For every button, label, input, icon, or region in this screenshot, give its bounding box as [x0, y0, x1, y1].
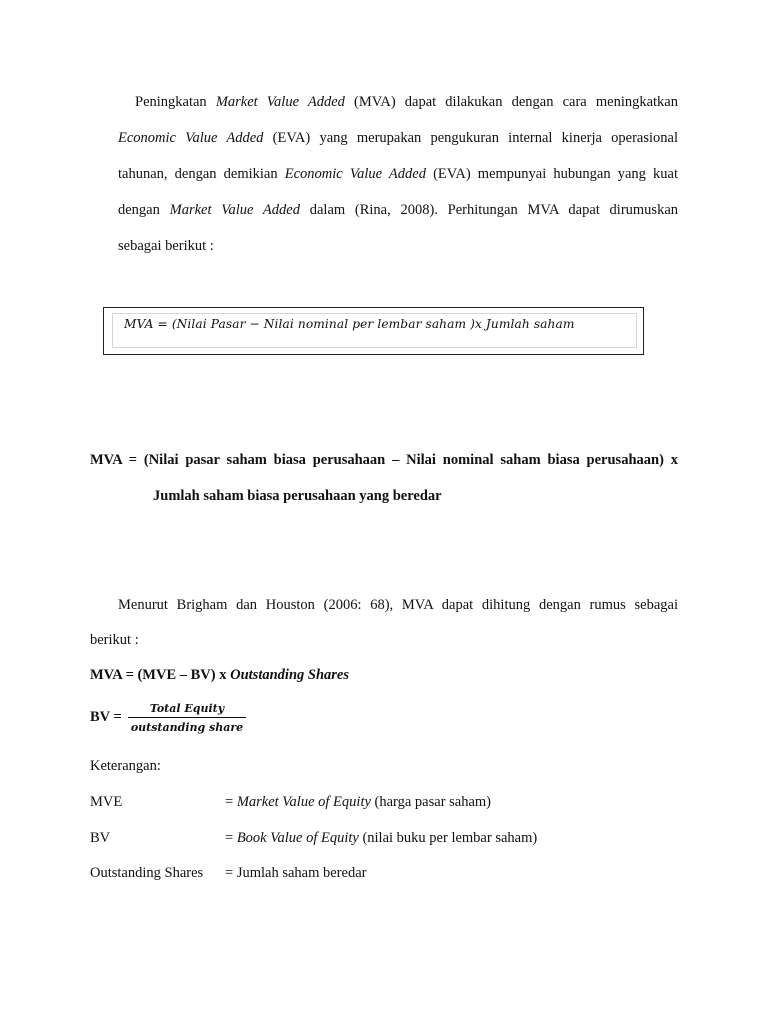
bv-denominator: outstanding share — [130, 721, 244, 734]
equals-sign: = — [225, 830, 237, 846]
formula-box — [103, 307, 644, 355]
paragraph2-line2: berikut : — [90, 632, 139, 648]
bold-formula-line1: MVA = (Nilai pasar saham biasa perusahaan – Nilai nominal saham biasa perusahaan) x — [90, 452, 678, 468]
bv-fraction — [128, 702, 246, 734]
text-run: (EVA) mempunyai hubungan yang kuat — [425, 166, 678, 182]
bv-label: BV = — [90, 709, 122, 725]
bv-numerator: Total Equity — [149, 702, 225, 715]
italic-term: Market Value Added — [169, 202, 300, 218]
text-run: (nilai buku per lembar saham) — [358, 830, 538, 846]
mva-formula-prefix: MVA = (MVE – BV) x — [90, 667, 231, 683]
paragraph1-line3 — [118, 167, 678, 182]
formula-text: MVA = (Nilai Pasar − Nilai nominal per lembar saham )x Jumlah saham — [124, 317, 575, 331]
italic-term: Economic Value Added — [118, 130, 264, 146]
equals-sign: = — [225, 865, 237, 881]
paragraph1-line1 — [135, 95, 678, 110]
text-run: tahunan, dengan demikian — [118, 166, 285, 182]
text-run: Peningkatan — [135, 94, 216, 110]
paragraph1-line5: sebagai berikut : — [118, 238, 214, 254]
definition-mve — [225, 795, 491, 810]
term-bv: BV — [90, 830, 111, 846]
paragraph1-line4 — [118, 203, 678, 218]
text-run: dalam (Rina, 2008). Perhitungan MVA dapat dirumuskan — [299, 202, 679, 218]
text-run: (harga pasar saham) — [370, 794, 492, 810]
mva-formula — [90, 668, 349, 683]
bold-formula-line2: Jumlah saham biasa perusahaan yang beredar — [153, 488, 442, 504]
definition-bv — [225, 831, 537, 846]
italic-term: Market Value Added — [215, 94, 345, 110]
text-run: (MVA) dapat dilakukan dengan cara meningkatkan — [344, 94, 678, 110]
italic-term: Economic Value Added — [284, 166, 426, 182]
mva-formula-suffix: Outstanding Shares — [230, 667, 349, 683]
term-outstanding-shares: Outstanding Shares — [90, 865, 204, 881]
text-run: Jumlah saham beredar — [236, 865, 367, 881]
paragraph1-line2 — [118, 131, 678, 146]
italic-term: Book Value of Equity — [236, 830, 359, 846]
equals-sign: = — [225, 794, 237, 810]
paragraph2-line1: Menurut Brigham dan Houston (2006: 68), MVA dapat dihitung dengan rumus sebagai — [118, 597, 678, 613]
italic-term: Market Value of Equity — [236, 794, 371, 810]
text-run: (EVA) yang merupakan pengukuran internal kinerja operasional — [263, 130, 678, 146]
definition-outstanding-shares — [225, 866, 366, 881]
keterangan-heading: Keterangan: — [90, 758, 161, 774]
text-run: dengan — [118, 202, 170, 218]
term-mve: MVE — [90, 794, 123, 810]
